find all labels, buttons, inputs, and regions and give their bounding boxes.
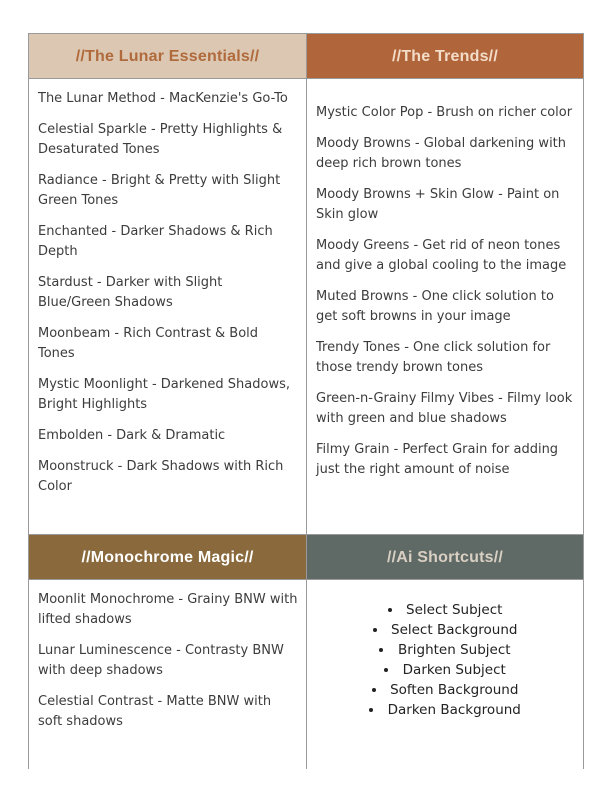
ai-shortcut-item: • Darken Background <box>307 700 583 720</box>
lunar-essentials-cell <box>28 78 307 535</box>
preset-item: The Lunar Method - MacKenzie's Go-To <box>38 91 288 106</box>
preset-item: Muted Browns - One click solution to get soft browns in your image <box>316 289 554 324</box>
ai-shortcut-item: • Darken Subject <box>307 660 583 680</box>
ai-shortcut-item: • Select Subject <box>307 600 583 620</box>
ai-shortcut-item: • Soften Background <box>307 680 583 700</box>
preset-item: Green-n-Grainy Filmy Vibes - Filmy look with green and blue shadows <box>316 391 573 426</box>
preset-item: Radiance - Bright & Pretty with Slight Green Tones <box>38 173 281 208</box>
preset-item: Celestial Sparkle - Pretty Highlights & Desaturated Tones <box>38 122 283 157</box>
preset-item: Moonbeam - Rich Contrast & Bold Tones <box>38 326 259 361</box>
preset-item: Celestial Contrast - Matte BNW with soft shadows <box>38 694 272 729</box>
preset-item: Moonstruck - Dark Shadows with Rich Color <box>38 459 284 494</box>
preset-item: Embolden - Dark & Dramatic <box>38 428 226 443</box>
trends-title: //The Trends// <box>392 47 498 65</box>
preset-item: Trendy Tones - One click solution for those trendy brown tones <box>316 340 551 375</box>
lunar-essentials-header <box>28 33 307 79</box>
monochrome-cell <box>28 579 307 769</box>
preset-item: Moody Greens - Get rid of neon tones and give a global cooling to the image <box>316 238 567 273</box>
ai-shortcuts-header <box>306 534 584 580</box>
monochrome-header <box>28 534 307 580</box>
lunar-essentials-list <box>29 79 306 497</box>
preset-item: Mystic Moonlight - Darkened Shadows, Bright Highlights <box>38 377 291 412</box>
lunar-essentials-title: //The Lunar Essentials// <box>75 47 260 65</box>
preset-item: Moonlit Monochrome - Grainy BNW with lifted shadows <box>38 592 298 627</box>
preset-item: Filmy Grain - Perfect Grain for adding just the right amount of noise <box>316 442 559 477</box>
ai-shortcuts-title: //Ai Shortcuts// <box>386 548 504 566</box>
ai-shortcut-item: • Select Background <box>307 620 583 640</box>
preset-item: Moody Browns + Skin Glow - Paint on Skin glow <box>316 187 560 222</box>
monochrome-title: //Monochrome Magic// <box>81 548 254 566</box>
ai-shortcuts-list <box>307 600 583 720</box>
trends-list <box>307 79 583 480</box>
preset-item: Lunar Luminescence - Contrasty BNW with deep shadows <box>38 643 284 678</box>
ai-shortcut-item: • Brighten Subject <box>307 640 583 660</box>
trends-header <box>306 33 584 79</box>
preset-item: Enchanted - Darker Shadows & Rich Depth <box>38 224 273 259</box>
monochrome-list <box>29 580 306 732</box>
trends-cell <box>306 78 584 535</box>
preset-item: Stardust - Darker with Slight Blue/Green Shadows <box>38 275 223 310</box>
preset-item: Moody Browns - Global darkening with deep rich brown tones <box>316 136 567 171</box>
preset-item: Mystic Color Pop - Brush on richer color <box>316 105 573 120</box>
ai-shortcuts-cell <box>306 579 584 769</box>
